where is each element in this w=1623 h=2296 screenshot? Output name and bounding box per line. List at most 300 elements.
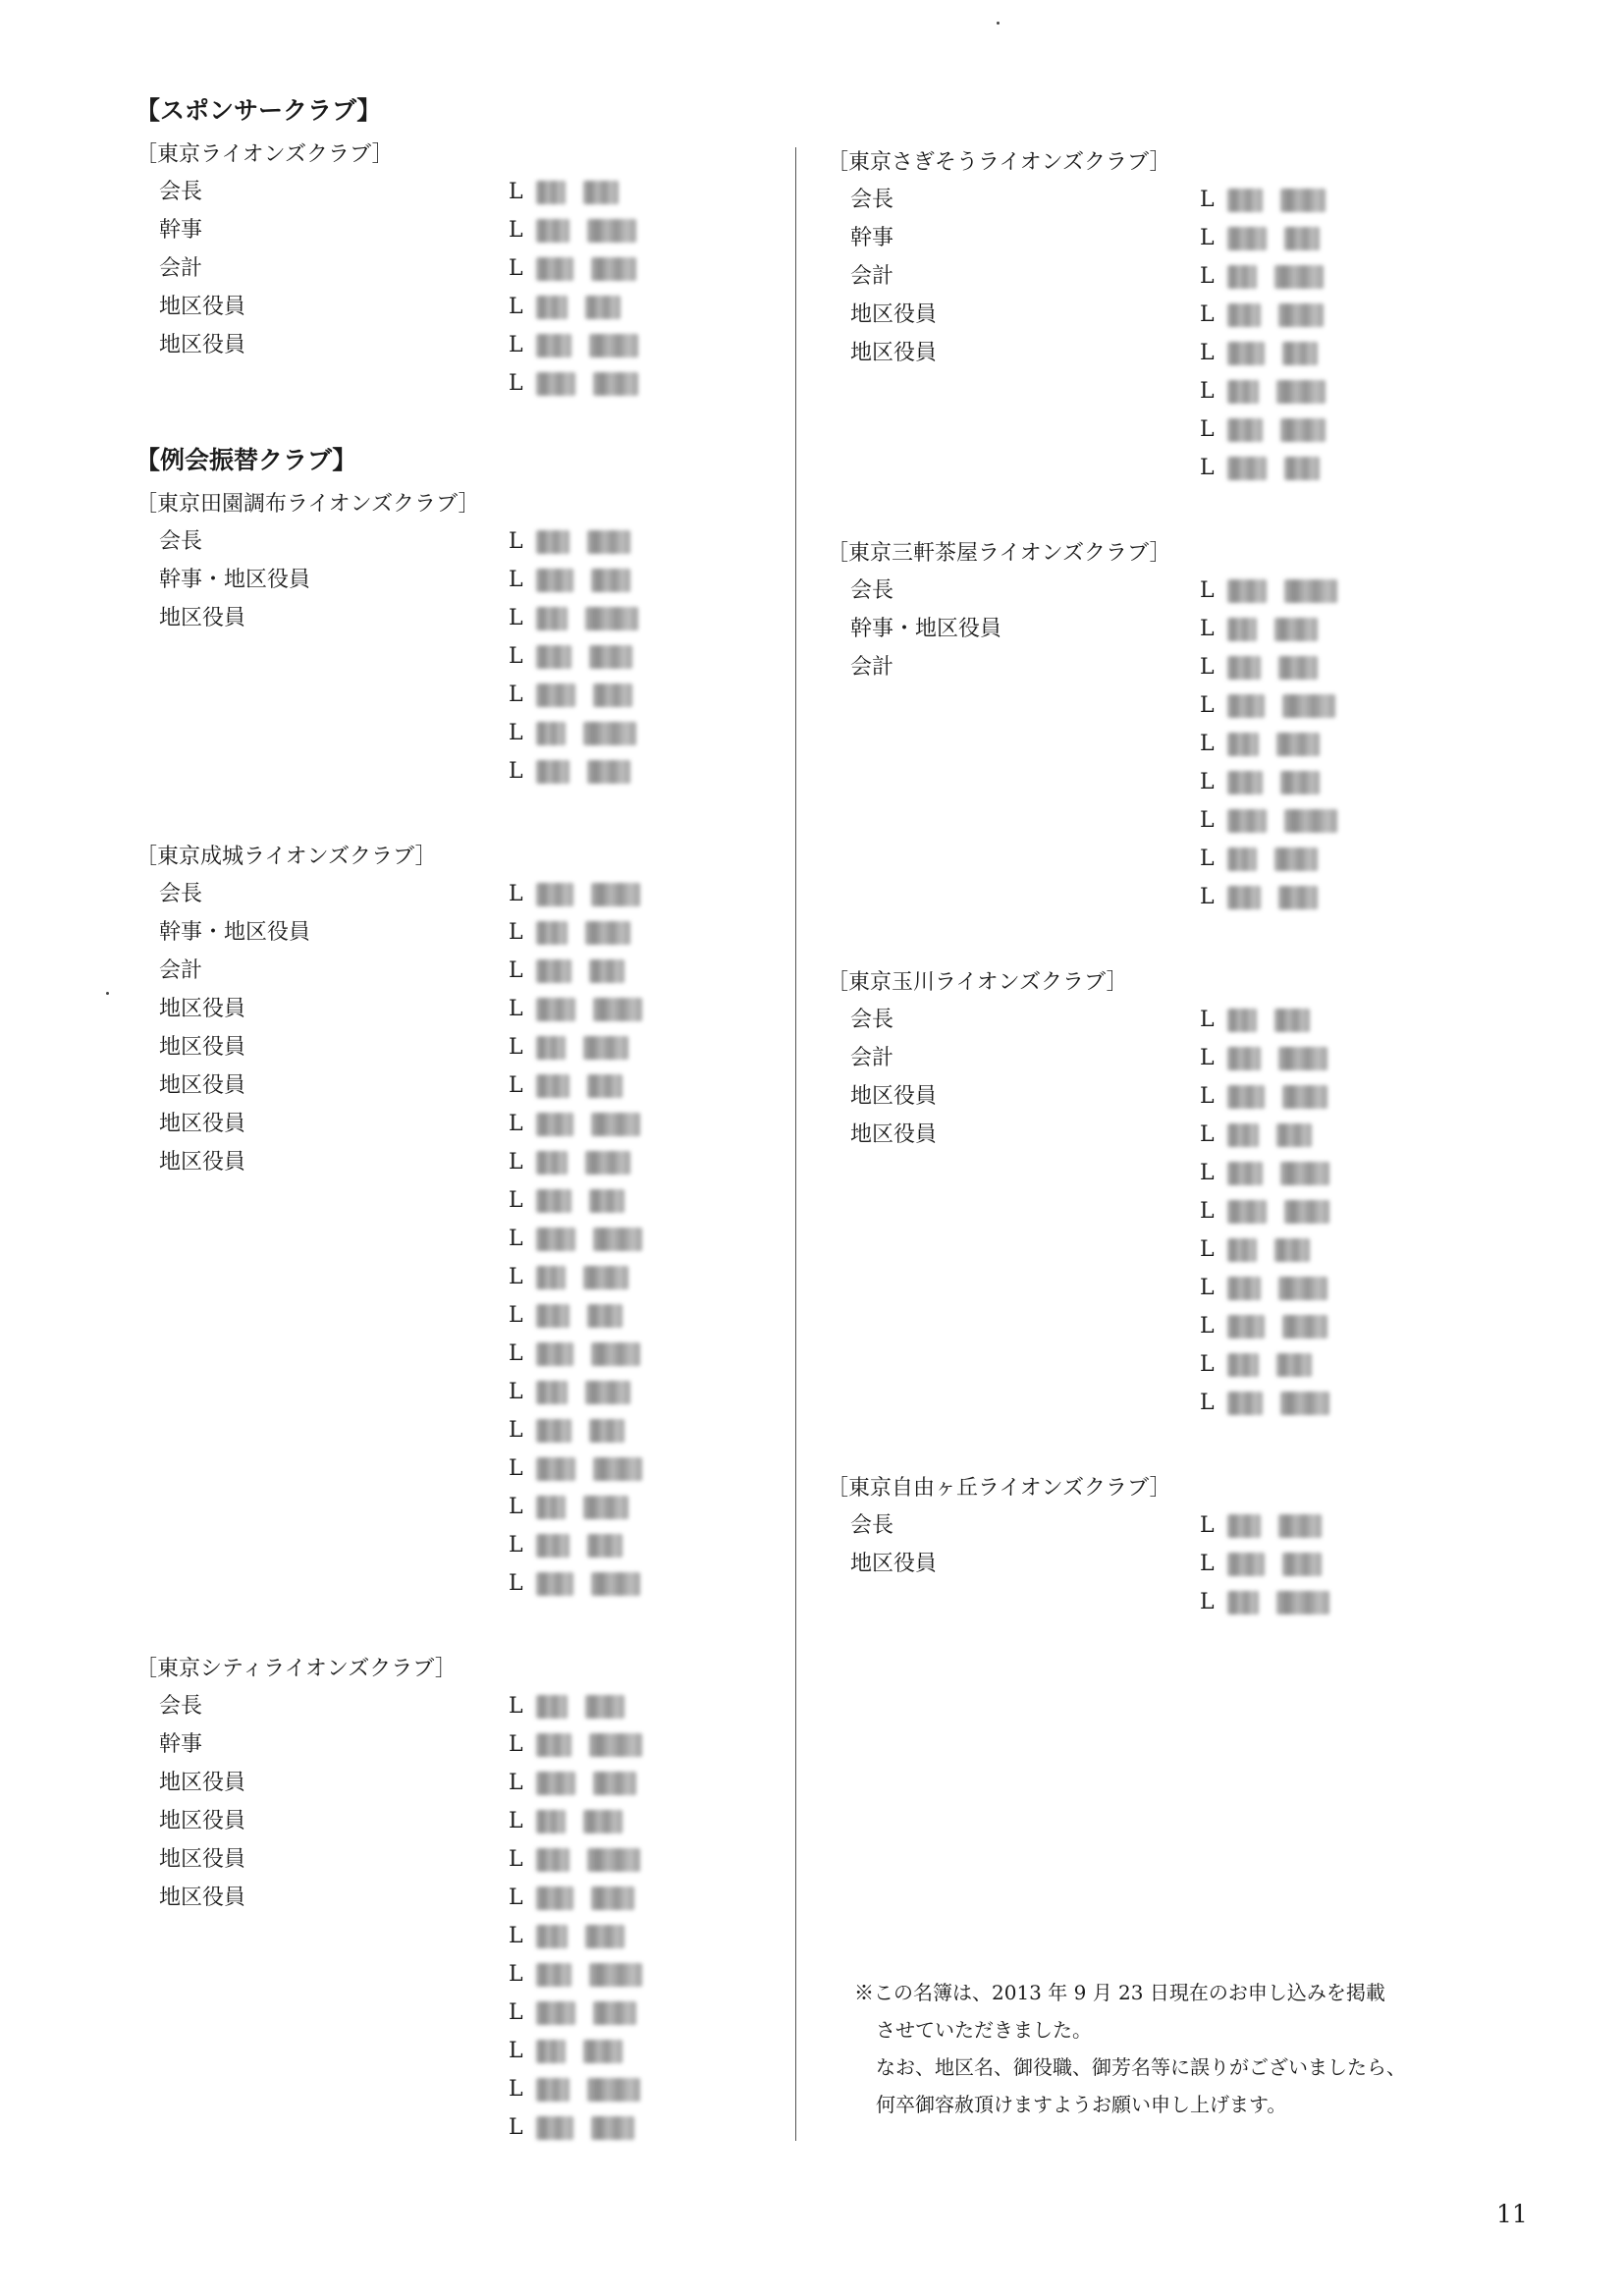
redacted-given-name	[587, 1304, 622, 1328]
role-label: 会計	[159, 256, 203, 281]
member-name	[509, 1296, 622, 1335]
lion-prefix: L	[509, 180, 523, 204]
redacted-given-name	[587, 219, 636, 243]
member-row	[827, 725, 1455, 763]
lion-prefix: L	[1200, 655, 1215, 680]
lion-prefix: L	[509, 371, 523, 396]
redacted-surname	[1227, 1553, 1265, 1576]
redacted-surname	[536, 1695, 568, 1719]
member-name	[1200, 1583, 1329, 1621]
member-name	[509, 1411, 624, 1449]
member-name	[509, 2108, 634, 2147]
redacted-given-name	[585, 1695, 624, 1719]
member-name	[1200, 1545, 1322, 1583]
redacted-given-name	[1276, 733, 1320, 756]
member-row	[135, 1220, 764, 1258]
lion-prefix: L	[1200, 341, 1215, 365]
redacted-surname	[536, 1496, 566, 1519]
lion-prefix: L	[509, 1924, 523, 1948]
member-row	[135, 2032, 764, 2070]
redacted-given-name	[593, 2001, 636, 2025]
redacted-given-name	[1274, 1009, 1310, 1032]
redacted-surname	[1227, 1162, 1263, 1185]
member-row	[135, 1994, 764, 2032]
lion-prefix: L	[509, 1073, 523, 1098]
redacted-given-name	[583, 1810, 622, 1833]
lion-prefix: L	[509, 1962, 523, 1987]
redacted-given-name	[589, 1419, 624, 1443]
member-row	[135, 1879, 764, 1917]
redacted-surname	[1227, 618, 1257, 641]
lion-prefix: L	[509, 721, 523, 745]
redacted-surname	[536, 2001, 575, 2025]
member-row	[135, 288, 764, 326]
member-row	[827, 763, 1455, 801]
role-label: 会計	[159, 958, 203, 983]
member-row	[135, 1802, 764, 1840]
member-name	[509, 2032, 622, 2070]
redacted-given-name	[585, 296, 621, 319]
role-label: 地区役員	[159, 1035, 246, 1060]
redacted-surname	[1227, 189, 1263, 212]
role-label: 幹事	[850, 226, 894, 250]
redacted-surname	[536, 2078, 569, 2102]
redacted-surname	[536, 1457, 575, 1481]
redacted-given-name	[583, 1496, 628, 1519]
member-name	[1200, 1506, 1322, 1545]
lion-prefix: L	[509, 1456, 523, 1481]
member-name	[509, 288, 621, 326]
member-name	[509, 1143, 630, 1181]
club-name: ［東京田園調布ライオンズクラブ］	[135, 492, 480, 517]
member-row	[827, 1116, 1455, 1154]
role-label: 地区役員	[850, 1552, 938, 1576]
redacted-surname	[536, 569, 573, 592]
member-name	[509, 522, 630, 561]
redacted-surname	[536, 1151, 568, 1175]
member-name	[509, 913, 630, 952]
member-row	[827, 1307, 1455, 1345]
member-name	[1200, 610, 1318, 648]
club-name: ［東京自由ヶ丘ライオンズクラブ］	[827, 1476, 1171, 1501]
lion-prefix: L	[1200, 1161, 1215, 1185]
member-row	[827, 1077, 1455, 1116]
member-row	[135, 249, 764, 288]
member-row	[827, 610, 1455, 648]
member-row	[135, 1917, 764, 1955]
member-name	[509, 2070, 640, 2108]
member-name	[1200, 1039, 1327, 1077]
redacted-given-name	[1282, 1315, 1327, 1339]
member-name	[509, 1105, 640, 1143]
redacted-surname	[1227, 1085, 1265, 1109]
redacted-given-name	[1282, 1553, 1322, 1576]
role-label: 幹事	[159, 218, 203, 243]
redacted-surname	[536, 2040, 566, 2063]
redacted-surname	[536, 760, 569, 784]
redacted-given-name	[585, 921, 630, 945]
role-label: 地区役員	[850, 1122, 938, 1147]
redacted-given-name	[593, 1457, 642, 1481]
redacted-surname	[1227, 1238, 1257, 1262]
redacted-given-name	[1278, 656, 1318, 680]
member-name	[509, 752, 630, 791]
redacted-given-name	[593, 683, 632, 707]
member-row	[135, 1526, 764, 1564]
role-label: 地区役員	[159, 1112, 246, 1136]
redacted-surname	[1227, 694, 1265, 718]
member-row	[135, 2108, 764, 2147]
category-heading: 【例会振替クラブ】	[135, 446, 357, 474]
redacted-given-name	[1282, 1085, 1327, 1109]
role-label: 地区役員	[850, 1084, 938, 1109]
member-row	[827, 257, 1455, 296]
redacted-surname	[1227, 1591, 1259, 1614]
redacted-surname	[1227, 1353, 1259, 1377]
redacted-given-name	[1284, 457, 1320, 480]
member-name	[509, 1028, 628, 1066]
redacted-surname	[1227, 847, 1257, 871]
redacted-surname	[536, 1848, 569, 1872]
member-name	[509, 1879, 634, 1917]
lion-prefix: L	[509, 1847, 523, 1872]
member-row	[135, 676, 764, 714]
member-name	[1200, 1077, 1327, 1116]
club-section	[827, 965, 1455, 1422]
lion-prefix: L	[1200, 885, 1215, 909]
redacted-surname	[1227, 342, 1265, 365]
lion-prefix: L	[509, 1035, 523, 1060]
redacted-surname	[1227, 265, 1257, 289]
member-row	[135, 1687, 764, 1725]
member-name	[1200, 372, 1325, 410]
redacted-given-name	[587, 2078, 640, 2102]
redacted-given-name	[585, 1925, 624, 1948]
role-label: 会長	[850, 188, 894, 212]
lion-prefix: L	[509, 2115, 523, 2140]
member-row	[135, 1488, 764, 1526]
role-label: 会長	[850, 1513, 894, 1538]
redacted-given-name	[583, 2040, 622, 2063]
redacted-given-name	[585, 607, 638, 630]
member-name	[1200, 686, 1335, 725]
role-label: 会長	[159, 1694, 203, 1719]
redacted-surname	[536, 181, 566, 204]
redacted-given-name	[589, 645, 632, 669]
redacted-surname	[1227, 771, 1263, 794]
member-name	[1200, 219, 1320, 257]
redacted-surname	[536, 1572, 573, 1596]
member-name	[1200, 801, 1337, 840]
member-name	[509, 1764, 636, 1802]
member-row	[135, 1258, 764, 1296]
member-row	[135, 1411, 764, 1449]
member-row	[827, 449, 1455, 487]
redacted-surname	[536, 257, 573, 281]
member-name	[509, 173, 619, 211]
member-name	[509, 1994, 636, 2032]
role-label: 地区役員	[159, 1073, 246, 1098]
lion-prefix: L	[1200, 188, 1215, 212]
redacted-given-name	[583, 1036, 628, 1060]
club-section	[135, 1652, 764, 2147]
lion-prefix: L	[1200, 379, 1215, 404]
club-section	[135, 487, 764, 791]
member-name	[509, 1955, 642, 1994]
lion-prefix: L	[509, 1495, 523, 1519]
member-row	[827, 572, 1455, 610]
lion-prefix: L	[1200, 693, 1215, 718]
member-name	[1200, 1001, 1310, 1039]
redacted-given-name	[583, 1266, 628, 1289]
role-label: 地区役員	[159, 997, 246, 1021]
role-label: 幹事・地区役員	[159, 568, 311, 592]
member-row	[827, 296, 1455, 334]
lion-prefix: L	[1200, 1122, 1215, 1147]
role-label: 幹事	[159, 1732, 203, 1757]
member-row	[135, 1955, 764, 1994]
member-row	[135, 1181, 764, 1220]
redacted-surname	[1227, 1315, 1265, 1339]
redacted-given-name	[589, 1189, 624, 1213]
footnote-line: なお、地区名、御役職、御芳名等に誤りがございましたら、	[876, 2055, 1406, 2079]
role-label: 幹事・地区役員	[159, 920, 311, 945]
member-row	[827, 334, 1455, 372]
member-row	[827, 1039, 1455, 1077]
lion-prefix: L	[1200, 732, 1215, 756]
lion-prefix: L	[1200, 1046, 1215, 1070]
member-name	[1200, 181, 1325, 219]
member-name	[509, 676, 632, 714]
member-row	[135, 1296, 764, 1335]
role-label: 地区役員	[159, 295, 246, 319]
lion-prefix: L	[1200, 1352, 1215, 1377]
redacted-surname	[1227, 418, 1263, 442]
member-row	[827, 648, 1455, 686]
lion-prefix: L	[1200, 1391, 1215, 1415]
redacted-surname	[1227, 579, 1267, 603]
role-label: 会計	[850, 1046, 894, 1070]
redacted-surname	[1227, 1277, 1261, 1300]
member-row	[827, 840, 1455, 878]
redacted-given-name	[1280, 189, 1325, 212]
lion-prefix: L	[509, 1341, 523, 1366]
member-name	[509, 364, 638, 403]
lion-prefix: L	[1200, 226, 1215, 250]
role-label: 会計	[850, 264, 894, 289]
member-name	[509, 249, 636, 288]
redacted-given-name	[589, 1733, 642, 1757]
redacted-given-name	[1274, 1238, 1310, 1262]
role-label: 地区役員	[850, 302, 938, 327]
member-row	[827, 1545, 1455, 1583]
member-row	[827, 219, 1455, 257]
role-label: 地区役員	[159, 1150, 246, 1175]
role-label: 地区役員	[159, 606, 246, 630]
member-row	[135, 522, 764, 561]
redacted-surname	[536, 959, 571, 983]
role-label: 会長	[159, 882, 203, 906]
member-row	[827, 1001, 1455, 1039]
member-row	[135, 173, 764, 211]
redacted-given-name	[591, 883, 640, 906]
redacted-given-name	[1278, 1277, 1327, 1300]
redacted-surname	[536, 296, 568, 319]
member-name	[1200, 1307, 1327, 1345]
member-name	[509, 1373, 630, 1411]
redacted-surname	[536, 1189, 571, 1213]
redacted-given-name	[591, 257, 636, 281]
lion-prefix: L	[1200, 1084, 1215, 1109]
redacted-given-name	[1284, 579, 1337, 603]
member-row	[135, 2070, 764, 2108]
club-section	[827, 145, 1455, 487]
member-name	[509, 1802, 622, 1840]
member-name	[1200, 1116, 1312, 1154]
member-row	[135, 1066, 764, 1105]
redacted-given-name	[587, 1848, 640, 1872]
role-label: 会長	[850, 1008, 894, 1032]
redacted-given-name	[593, 1772, 636, 1795]
role-label: 地区役員	[159, 1886, 246, 1910]
member-name	[1200, 1192, 1329, 1230]
lion-prefix: L	[509, 1809, 523, 1833]
redacted-surname	[1227, 1392, 1263, 1415]
lion-prefix: L	[1200, 417, 1215, 442]
redacted-surname	[536, 1733, 571, 1757]
right-column	[827, 139, 1455, 1621]
redacted-surname	[536, 645, 571, 669]
redacted-surname	[1227, 227, 1267, 250]
redacted-given-name	[593, 998, 642, 1021]
member-row	[827, 1154, 1455, 1192]
redacted-surname	[536, 1419, 571, 1443]
member-row	[135, 211, 764, 249]
lion-prefix: L	[1200, 302, 1215, 327]
lion-prefix: L	[509, 882, 523, 906]
lion-prefix: L	[509, 1771, 523, 1795]
member-name	[509, 211, 636, 249]
redacted-given-name	[1280, 1392, 1329, 1415]
lion-prefix: L	[509, 1112, 523, 1136]
redacted-given-name	[1276, 1353, 1312, 1377]
footnote-line: させていただきました。	[876, 2018, 1092, 2042]
footnote-line: ※この名簿は、2013 年 9 月 23 日現在のお申し込みを掲載	[854, 1981, 1385, 2004]
redacted-surname	[536, 1304, 569, 1328]
lion-prefix: L	[509, 1227, 523, 1251]
lion-prefix: L	[509, 1533, 523, 1558]
redacted-surname	[536, 530, 569, 554]
redacted-given-name	[1276, 1123, 1312, 1147]
lion-prefix: L	[1200, 264, 1215, 289]
scan-speck	[997, 22, 1000, 25]
member-name	[509, 990, 642, 1028]
redacted-given-name	[589, 1963, 642, 1987]
redacted-given-name	[589, 959, 624, 983]
redacted-given-name	[585, 1381, 630, 1404]
member-row	[135, 1028, 764, 1066]
member-row	[827, 181, 1455, 219]
redacted-given-name	[591, 1113, 640, 1136]
redacted-surname	[1227, 886, 1261, 909]
left-column	[135, 90, 764, 2147]
member-name	[509, 1220, 642, 1258]
member-row	[827, 372, 1455, 410]
club-name: ［東京三軒茶屋ライオンズクラブ］	[827, 541, 1171, 566]
member-row	[827, 1345, 1455, 1384]
lion-prefix: L	[509, 644, 523, 669]
lion-prefix: L	[509, 2077, 523, 2102]
redacted-surname	[1227, 656, 1261, 680]
member-row	[135, 1143, 764, 1181]
member-name	[1200, 449, 1320, 487]
member-name	[509, 561, 630, 599]
club-section	[827, 1471, 1455, 1621]
lion-prefix: L	[509, 997, 523, 1021]
redacted-surname	[536, 1074, 569, 1098]
lion-prefix: L	[1200, 1008, 1215, 1032]
member-name	[509, 1258, 628, 1296]
role-label: 会長	[159, 180, 203, 204]
member-row	[827, 1230, 1455, 1269]
lion-prefix: L	[1200, 770, 1215, 794]
lion-prefix: L	[509, 606, 523, 630]
redacted-given-name	[1274, 847, 1318, 871]
role-label: 地区役員	[159, 1809, 246, 1833]
member-row	[827, 410, 1455, 449]
lion-prefix: L	[509, 2039, 523, 2063]
lion-prefix: L	[1200, 617, 1215, 641]
role-label: 地区役員	[159, 1771, 246, 1795]
member-row	[135, 952, 764, 990]
member-name	[509, 1335, 640, 1373]
member-row	[135, 1764, 764, 1802]
member-name	[1200, 840, 1318, 878]
redacted-surname	[536, 1886, 573, 1910]
lion-prefix: L	[509, 1265, 523, 1289]
member-row	[135, 1725, 764, 1764]
lion-prefix: L	[1200, 1314, 1215, 1339]
lion-prefix: L	[509, 1886, 523, 1910]
member-row	[827, 801, 1455, 840]
member-name	[509, 599, 638, 637]
lion-prefix: L	[1200, 1513, 1215, 1538]
redacted-surname	[536, 1342, 573, 1366]
role-label: 地区役員	[159, 333, 246, 357]
redacted-given-name	[1280, 1162, 1329, 1185]
club-name: ［東京さぎそうライオンズクラブ］	[827, 150, 1171, 175]
redacted-surname	[1227, 1047, 1261, 1070]
lion-prefix: L	[509, 1418, 523, 1443]
column-divider	[795, 147, 796, 2141]
redacted-surname	[536, 1381, 568, 1404]
member-row	[827, 1506, 1455, 1545]
lion-prefix: L	[509, 1694, 523, 1719]
scan-speck	[106, 992, 109, 995]
member-name	[509, 1066, 622, 1105]
lion-prefix: L	[509, 683, 523, 707]
member-row	[135, 1449, 764, 1488]
redacted-given-name	[1278, 886, 1318, 909]
member-name	[1200, 296, 1324, 334]
redacted-surname	[536, 1925, 568, 1948]
redacted-surname	[1227, 1200, 1267, 1224]
club-name: ［東京ライオンズクラブ］	[135, 142, 394, 167]
redacted-given-name	[583, 722, 636, 745]
member-row	[827, 1192, 1455, 1230]
redacted-given-name	[1278, 303, 1324, 327]
member-name	[509, 1526, 622, 1564]
